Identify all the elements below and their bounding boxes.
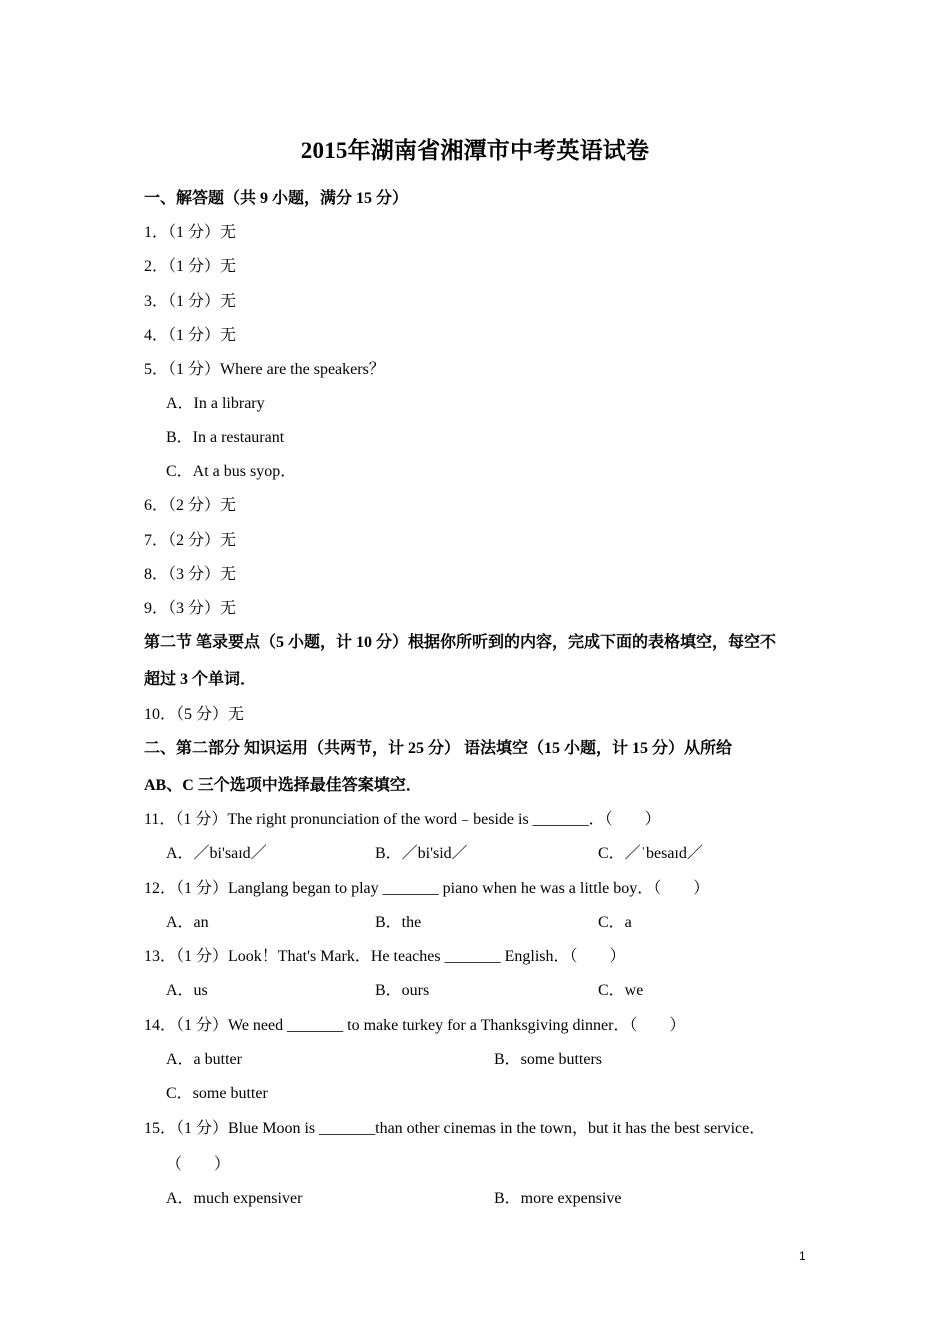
question-7: 7．（2 分）无	[144, 532, 237, 549]
question-13: 13．（1 分）Look！That's Mark．He teaches _______ English．（ ）	[144, 948, 626, 965]
question-13-option-b: B．ours	[375, 982, 430, 999]
question-14-option-b: B．some butters	[494, 1051, 602, 1068]
page-number: 1	[799, 1249, 806, 1263]
question-5: 5．（1 分）Where are the speakers？	[144, 361, 385, 378]
question-5-option-b: B．In a restaurant	[166, 429, 285, 446]
question-8: 8．（3 分）无	[144, 566, 237, 583]
section-1b-header-line-1: 第二节 笔录要点（5 小题，计 10 分）根据你所听到的内容，完成下面的表格填空，每空不	[144, 634, 777, 651]
question-3: 3．（1 分）无	[144, 293, 237, 310]
question-15: 15．（1 分）Blue Moon is _______than other cinemas in the town，but it has the best service．	[144, 1120, 766, 1137]
section-2-header-line-2: AB、C 三个选项中选择最佳答案填空．	[144, 777, 422, 794]
question-10: 10．（5 分）无	[144, 706, 245, 723]
question-1: 1．（1 分）无	[144, 224, 237, 241]
question-12-option-c: C．a	[598, 914, 632, 931]
question-13-option-c: C．we	[598, 982, 644, 999]
question-4: 4．（1 分）无	[144, 327, 237, 344]
section-header: 一、解答题（共 9 小题，满分 15 分）	[144, 190, 409, 207]
section-2-header-line-1: 二、第二部分 知识运用（共两节，计 25 分） 语法填空（15 小题，计 15 分）从所给	[144, 740, 733, 757]
question-11-option-a: A．／bi'saɪd／	[166, 845, 267, 862]
question-5-option-c: C．At a bus syop．	[166, 463, 297, 480]
question-12-option-b: B．the	[375, 914, 422, 931]
question-13-option-a: A．us	[166, 982, 208, 999]
question-9: 9．（3 分）无	[144, 600, 237, 617]
question-15-option-a: A．much expensiver	[166, 1190, 303, 1207]
question-14-option-c: C．some butter	[166, 1085, 268, 1102]
question-15-answer-paren: （ ）	[166, 1156, 231, 1173]
page-title: 2015年湖南省湘潭市中考英语试卷	[300, 138, 650, 163]
question-14: 14．（1 分）We need _______ to make turkey for a Thanksgiving dinner．（ ）	[144, 1017, 686, 1034]
question-15-option-b: B．more expensive	[494, 1190, 622, 1207]
question-5-option-a: A．In a library	[166, 395, 265, 412]
question-11: 11．（1 分）The right pronunciation of the word﹣beside is _______．（ ）	[144, 811, 661, 828]
question-12: 12．（1 分）Langlang began to play _______ piano when he was a little boy．（ ）	[144, 880, 710, 897]
question-12-option-a: A．an	[166, 914, 209, 931]
question-11-option-c: C．／ˈbesaɪd／	[598, 845, 703, 862]
question-2: 2．（1 分）无	[144, 258, 237, 275]
question-6: 6．（2 分）无	[144, 497, 237, 514]
question-11-option-b: B．／bi'sid／	[375, 845, 468, 862]
section-1b-header-line-2: 超过 3 个单词．	[144, 671, 257, 688]
question-14-option-a: A．a butter	[166, 1051, 242, 1068]
